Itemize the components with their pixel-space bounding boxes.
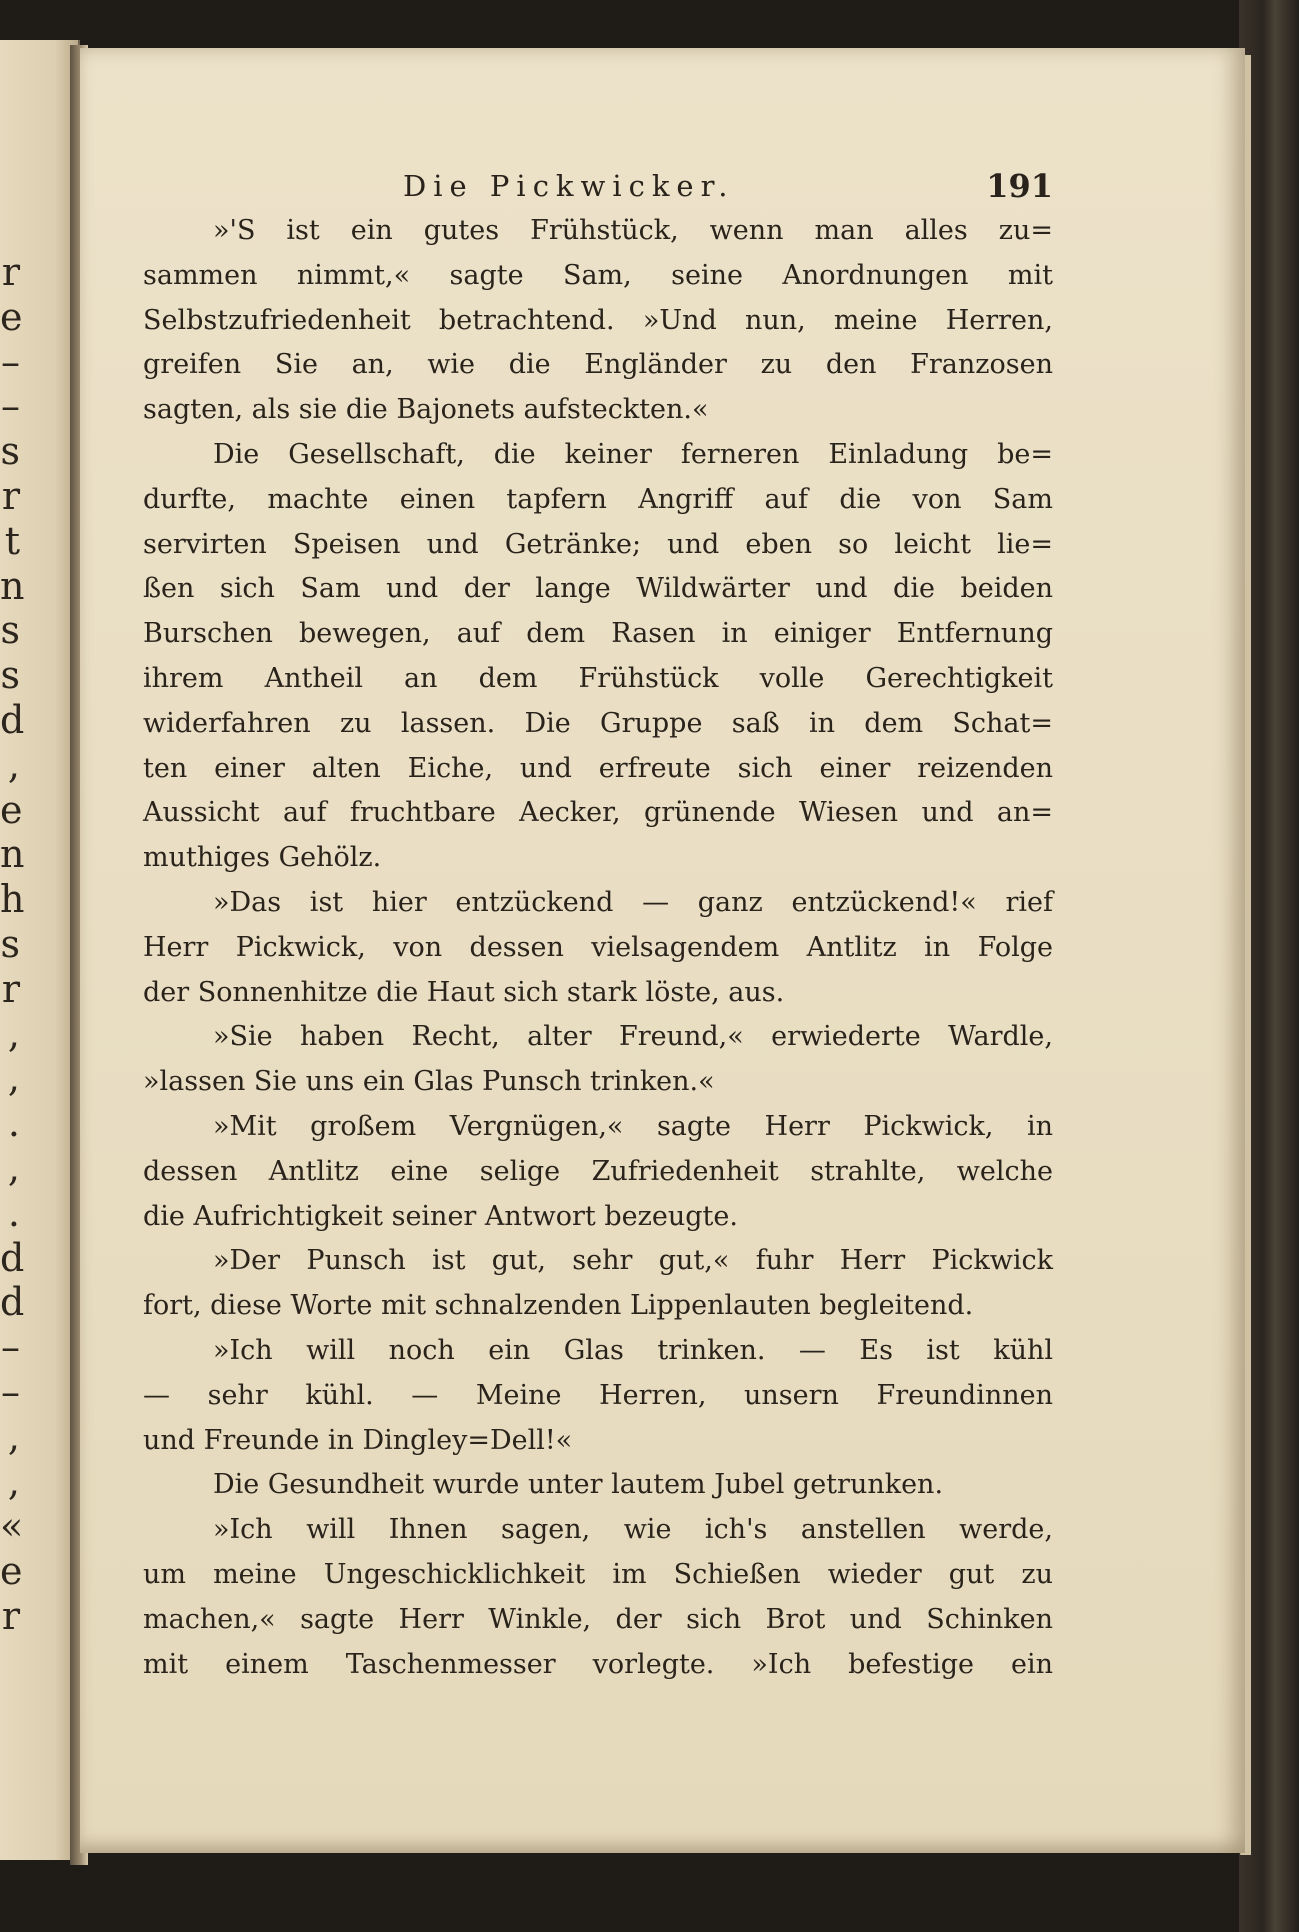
text-line: Aussicht auf fruchtbare Aecker, grünende Wiesen und an= <box>143 797 1053 829</box>
running-title: Die Pickwicker. <box>403 169 735 203</box>
previous-page-fragment: h <box>0 877 25 922</box>
previous-page-fragment: « <box>0 1504 24 1549</box>
previous-page-fragment: . <box>7 1190 20 1235</box>
previous-page-fragment: – <box>1 384 20 429</box>
previous-page-fragment: , <box>7 1145 20 1190</box>
text-line: »Ich will Ihnen sagen, wie ich's anstellen werde, <box>213 1514 1053 1546</box>
text-line: sammen nimmt,« sagte Sam, seine Anordnungen mit <box>143 259 1053 291</box>
previous-page-fragment: d <box>0 1235 25 1280</box>
previous-page-fragment: , <box>7 1056 20 1101</box>
text-line: die Aufrichtigkeit seiner Antwort bezeugte. <box>143 1200 738 1232</box>
previous-page-fragment: r <box>1 966 20 1011</box>
text-line: »lassen Sie uns ein Glas Punsch trinken.« <box>143 1066 715 1098</box>
text-line: fort, diese Worte mit schnalzenden Lippenlauten begleitend. <box>143 1290 974 1322</box>
previous-page-fragment: e <box>0 294 23 339</box>
previous-page-fragment: n <box>0 832 25 877</box>
text-line: muthiges Gehölz. <box>143 842 382 874</box>
previous-page-fragment: – <box>1 339 20 384</box>
previous-page-fragment: , <box>7 742 20 787</box>
previous-page-fragment: s <box>0 608 20 653</box>
previous-page-fragment: n <box>0 563 25 608</box>
page-header <box>143 163 1053 209</box>
previous-page-fragment: s <box>0 429 20 474</box>
previous-page-fragment: , <box>7 1459 20 1504</box>
text-line: widerfahren zu lassen. Die Gruppe saß in dem Schat= <box>143 707 1053 739</box>
text-line: ßen sich Sam und der lange Wildwärter und die beiden <box>143 573 1053 605</box>
previous-page-fragment: – <box>1 1369 20 1414</box>
text-line: sagten, als sie die Bajonets aufsteckten.« <box>143 394 709 426</box>
previous-page-fragment: – <box>1 1325 20 1370</box>
text-line: dessen Antlitz eine selige Zufriedenheit strahlte, welche <box>143 1155 1053 1187</box>
previous-page-fragment: d <box>0 697 25 742</box>
previous-page-fragment: . <box>7 1101 20 1146</box>
text-line: »Sie haben Recht, alter Freund,« erwiederte Wardle, <box>213 1021 1053 1053</box>
text-line: um meine Ungeschicklichkeit im Schießen wieder gut zu <box>143 1558 1053 1590</box>
page-content <box>143 163 1053 1687</box>
previous-page-fragment: s <box>0 653 20 698</box>
text-line: greifen Sie an, wie die Engländer zu den Franzosen <box>143 349 1053 381</box>
previous-page-text-fragments <box>0 250 25 1639</box>
page-number: 191 <box>986 167 1053 205</box>
previous-page-fragment: s <box>0 921 20 966</box>
book-page <box>80 48 1245 1853</box>
previous-page-fragment: r <box>1 1593 20 1638</box>
previous-page-fragment: e <box>0 1549 23 1594</box>
text-line: Die Gesundheit wurde unter lautem Jubel getrunken. <box>213 1469 944 1501</box>
text-line: »Der Punsch ist gut, sehr gut,« fuhr Herr Pickwick <box>213 1245 1053 1277</box>
previous-page-fragment: e <box>0 787 23 832</box>
text-line: servirten Speisen und Getränke; und eben so leicht lie= <box>143 528 1053 560</box>
text-line: Die Gesellschaft, die keiner ferneren Einladung be= <box>213 438 1053 470</box>
previous-page-fragment: , <box>7 1414 20 1459</box>
text-line: — sehr kühl. — Meine Herren, unsern Freundinnen <box>143 1379 1053 1411</box>
text-line: und Freunde in Dingley=Dell!« <box>143 1424 573 1456</box>
previous-page-fragment: r <box>1 250 20 294</box>
text-line: ihrem Antheil an dem Frühstück volle Gerechtigkeit <box>143 662 1053 694</box>
previous-page-edge <box>0 40 80 1860</box>
previous-page-fragment: , <box>7 1011 20 1056</box>
text-line: »Ich will noch ein Glas trinken. — Es ist kühl <box>213 1334 1053 1366</box>
previous-page-fragment: t <box>4 518 20 563</box>
text-line: durfte, machte einen tapfern Angriff auf die von Sam <box>143 483 1053 515</box>
text-line: ten einer alten Eiche, und erfreute sich einer reizenden <box>143 752 1053 784</box>
text-line: mit einem Taschenmesser vorlegte. »Ich befestige ein <box>143 1648 1053 1680</box>
text-line: »Das ist hier entzückend — ganz entzückend!« rief <box>213 886 1053 918</box>
text-line: »Mit großem Vergnügen,« sagte Herr Pickwick, in <box>213 1110 1053 1142</box>
text-body <box>143 209 1053 1687</box>
previous-page-fragment: d <box>0 1280 25 1325</box>
text-line: Herr Pickwick, von dessen vielsagendem Antlitz in Folge <box>143 931 1053 963</box>
text-line: »'S ist ein gutes Frühstück, wenn man alles zu= <box>213 215 1053 246</box>
text-line: Selbstzufriedenheit betrachtend. »Und nun, meine Herren, <box>143 304 1053 336</box>
text-line: der Sonnenhitze die Haut sich stark löste, aus. <box>143 976 785 1008</box>
previous-page-fragment: r <box>1 473 20 518</box>
text-line: Burschen bewegen, auf dem Rasen in einiger Entfernung <box>143 618 1053 650</box>
text-line: machen,« sagte Herr Winkle, der sich Brot und Schinken <box>143 1603 1053 1635</box>
